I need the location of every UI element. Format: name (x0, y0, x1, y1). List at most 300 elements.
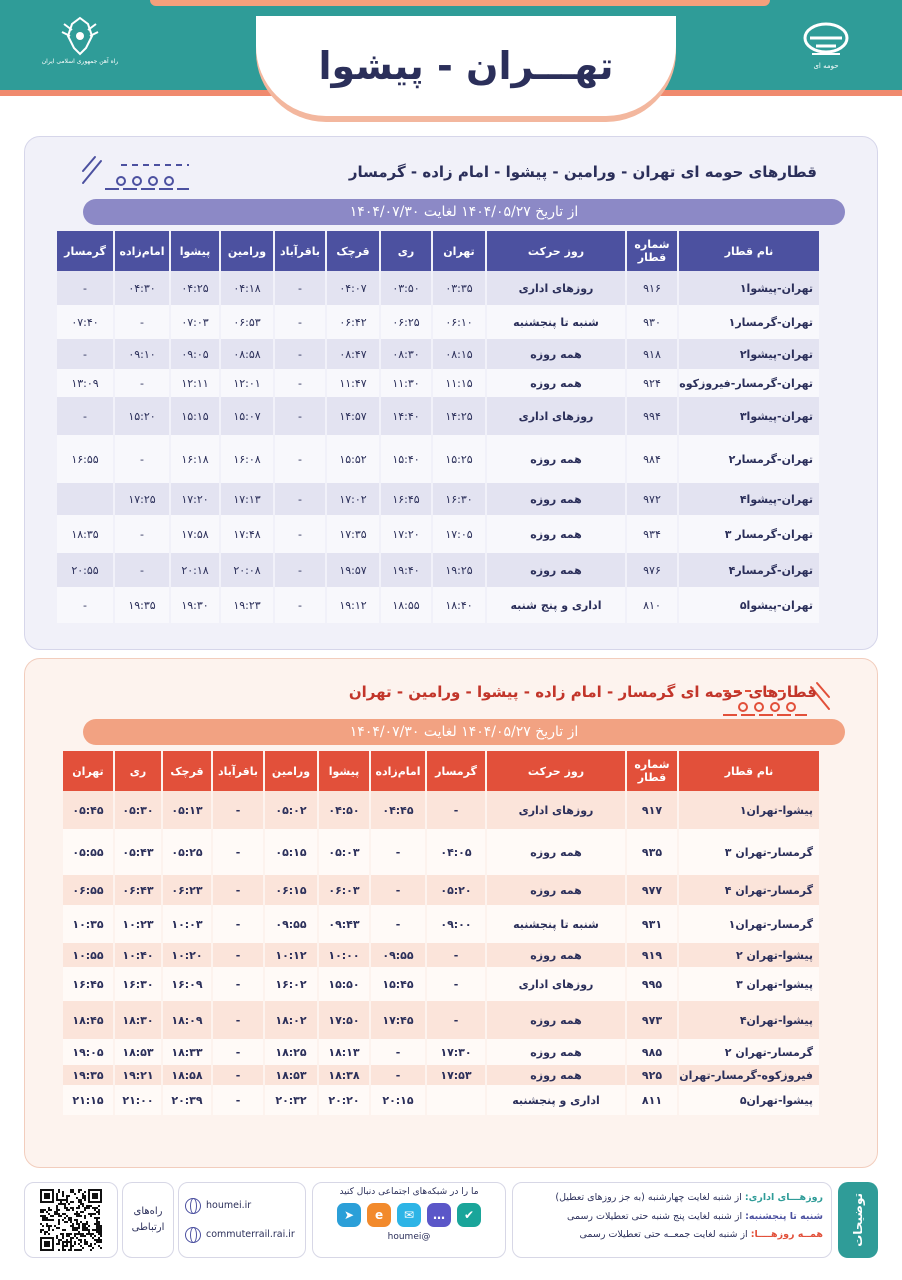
time-cell: ۰۸:۴۷ (327, 339, 379, 369)
section-title-return: قطارهای حومه ای گرمسار - امام زاده - پیشوا - ورامین - تهران (348, 683, 817, 701)
days-cell: اداری و پنجشنبه (487, 1085, 625, 1115)
globe-icon (185, 1227, 201, 1243)
time-cell: ۰۵:۰۳ (319, 829, 369, 875)
days-cell: همه روزه (487, 943, 625, 967)
time-cell: ۱۹:۳۵ (115, 587, 169, 623)
train-name-cell: پیشوا-تهران۱ (679, 791, 819, 829)
time-cell: ۱۸:۰۲ (265, 1001, 317, 1039)
column-header: گرمسار (427, 751, 485, 791)
time-cell: ۲۰:۱۵ (371, 1085, 425, 1115)
time-cell: - (371, 905, 425, 943)
time-cell: ۲۰:۱۸ (171, 553, 219, 587)
time-cell: - (213, 1065, 263, 1085)
table-row (63, 905, 819, 943)
time-cell: - (115, 553, 169, 587)
train-number-cell: ۹۷۷ (627, 875, 677, 905)
train-number-cell: ۹۱۶ (627, 271, 677, 305)
time-cell: - (213, 875, 263, 905)
train-number-cell: ۹۲۴ (627, 369, 677, 397)
time-cell: ۱۸:۳۸ (319, 1065, 369, 1085)
column-header: شماره قطار (627, 751, 677, 791)
train-number-cell: ۸۱۱ (627, 1085, 677, 1115)
train-name-cell: تهران-پیشوا۳ (679, 397, 819, 435)
days-cell: همه روزه (487, 1065, 625, 1085)
time-cell: ۱۹:۳۰ (171, 587, 219, 623)
table-row (63, 967, 819, 1001)
time-cell: - (213, 1039, 263, 1065)
title-plate (256, 16, 676, 116)
time-cell: ۰۶:۰۳ (319, 875, 369, 905)
time-cell: ۱۷:۱۳ (221, 483, 273, 515)
column-header: امام‌زاده (115, 231, 169, 271)
time-cell: - (427, 943, 485, 967)
time-cell: ۰۵:۵۵ (63, 829, 113, 875)
time-cell: ۱۷:۰۲ (327, 483, 379, 515)
time-cell: ۲۱:۰۰ (115, 1085, 161, 1115)
days-cell: همه روزه (487, 515, 625, 553)
time-cell: ۰۳:۳۵ (433, 271, 485, 305)
time-cell: ۰۶:۱۰ (433, 305, 485, 339)
time-cell: ۰۴:۳۰ (115, 271, 169, 305)
section-title-outbound: قطارهای حومه ای تهران - ورامین - پیشوا - امام زاده - گرمسار (348, 163, 817, 181)
time-cell: ۱۴:۲۵ (433, 397, 485, 435)
days-cell: روزهای اداری (487, 397, 625, 435)
links-box (178, 1182, 306, 1258)
time-cell: ۱۶:۴۵ (381, 483, 431, 515)
train-number-cell: ۹۷۶ (627, 553, 677, 587)
time-cell: ۰۹:۰۰ (427, 905, 485, 943)
train-number-cell: ۹۱۹ (627, 943, 677, 967)
time-cell: ۱۰:۳۵ (63, 905, 113, 943)
time-cell: ۱۸:۳۰ (115, 1001, 161, 1039)
train-name-cell: فیروزکوه-گرمسار-تهران (679, 1065, 819, 1085)
train-number-cell: ۸۱۰ (627, 587, 677, 623)
train-name-cell: پیشوا-تهران ۲ (679, 943, 819, 967)
time-cell: ۰۸:۱۵ (433, 339, 485, 369)
time-cell: - (371, 829, 425, 875)
time-cell: ۱۴:۵۷ (327, 397, 379, 435)
table-row (63, 875, 819, 905)
time-cell: ۱۹:۲۳ (221, 587, 273, 623)
time-cell: ۱۵:۵۰ (319, 967, 369, 1001)
column-header: نام قطار (679, 231, 819, 271)
time-cell: ۰۶:۱۵ (265, 875, 317, 905)
footer (24, 1180, 878, 1262)
time-cell: ۱۷:۲۰ (381, 515, 431, 553)
time-cell: ۱۸:۵۵ (381, 587, 431, 623)
time-cell: ۱۷:۰۵ (433, 515, 485, 553)
time-cell: ۲۰:۲۰ (319, 1085, 369, 1115)
days-cell: روزهای اداری (487, 967, 625, 1001)
table-row (63, 1085, 819, 1115)
table-row (57, 587, 819, 623)
train-name-cell: گرمسار-تهران ۴ (679, 875, 819, 905)
houmei-logo (794, 20, 858, 76)
date-range-return: از تاریخ ۱۴۰۴/۰۵/۲۷ لغایت ۱۴۰۴/۰۷/۳۰ (83, 719, 845, 745)
train-number-cell: ۹۳۵ (627, 829, 677, 875)
column-header: روز حرکت (487, 231, 625, 271)
train-number-cell: ۹۹۴ (627, 397, 677, 435)
table-row (57, 553, 819, 587)
notes-box (512, 1182, 832, 1258)
time-cell: ۱۵:۰۷ (221, 397, 273, 435)
days-cell: روزهای اداری (487, 271, 625, 305)
time-cell: ۱۷:۵۸ (171, 515, 219, 553)
social-box (312, 1182, 506, 1258)
train-name-cell: تهران-پیشوا۱ (679, 271, 819, 305)
train-name-cell: تهران-گرمسار ۳ (679, 515, 819, 553)
time-cell: ۱۷:۲۵ (115, 483, 169, 515)
time-cell: ۱۸:۳۵ (57, 515, 113, 553)
time-cell: - (213, 829, 263, 875)
rai-logo-caption: راه آهن جمهوری اسلامی ایران (41, 58, 119, 65)
time-cell: ۰۵:۴۵ (63, 791, 113, 829)
time-cell: ۰۹:۴۳ (319, 905, 369, 943)
time-cell: ۰۸:۵۸ (221, 339, 273, 369)
time-cell: - (427, 1001, 485, 1039)
message-icon[interactable]: ✉ (397, 1203, 421, 1227)
time-cell: - (275, 515, 325, 553)
column-header: روز حرکت (487, 751, 625, 791)
train-number-cell: ۹۳۰ (627, 305, 677, 339)
time-cell: ۰۵:۱۵ (265, 829, 317, 875)
days-cell: شنبه تا پنجشنبه (487, 905, 625, 943)
time-cell: ۱۵:۵۲ (327, 435, 379, 483)
time-cell: ۰۶:۲۳ (163, 875, 211, 905)
schedule-panel-return (24, 658, 878, 1168)
time-cell: - (57, 271, 113, 305)
time-cell: - (275, 305, 325, 339)
days-cell: همه روزه (487, 483, 625, 515)
column-header: پیشوا (319, 751, 369, 791)
train-name-cell: پیشوا-تهران ۳ (679, 967, 819, 1001)
column-header: ری (115, 751, 161, 791)
table-row (63, 1001, 819, 1039)
train-name-cell: تهران-گرمسار-فیروزکوه (679, 369, 819, 397)
train-name-cell: پیشوا-تهران۵ (679, 1085, 819, 1115)
column-header: باقرآباد (275, 231, 325, 271)
date-range-outbound: از تاریخ ۱۴۰۴/۰۵/۲۷ لغایت ۱۴۰۴/۰۷/۳۰ (83, 199, 845, 225)
column-header: ورامین (265, 751, 317, 791)
time-cell: ۱۶:۰۹ (163, 967, 211, 1001)
train-number-cell: ۹۳۱ (627, 905, 677, 943)
time-cell: ۰۹:۵۵ (265, 905, 317, 943)
time-cell: - (275, 369, 325, 397)
note-line (521, 1208, 823, 1227)
rai-logo (40, 14, 120, 78)
table-row (63, 1039, 819, 1065)
time-cell: ۱۳:۰۹ (57, 369, 113, 397)
time-cell: ۱۰:۰۰ (319, 943, 369, 967)
time-cell: ۰۹:۵۵ (371, 943, 425, 967)
time-cell: ۲۰:۰۸ (221, 553, 273, 587)
days-cell: شنبه تا پنجشنبه (487, 305, 625, 339)
time-cell: ۱۲:۰۱ (221, 369, 273, 397)
e-icon[interactable]: e (367, 1203, 391, 1227)
table-row (57, 397, 819, 435)
chat-icon[interactable]: … (427, 1203, 451, 1227)
time-cell: - (213, 905, 263, 943)
time-cell: ۱۸:۵۳ (265, 1065, 317, 1085)
note-line (521, 1226, 823, 1245)
table-row (57, 369, 819, 397)
time-cell: ۲۱:۱۵ (63, 1085, 113, 1115)
time-cell: ۱۷:۵۰ (319, 1001, 369, 1039)
days-cell: اداری و پنج شنبه (487, 587, 625, 623)
time-cell: ۰۵:۱۳ (163, 791, 211, 829)
time-cell: - (213, 1085, 263, 1115)
time-cell: ۱۶:۰۲ (265, 967, 317, 1001)
time-cell: ۱۸:۵۸ (163, 1065, 211, 1085)
note-line (521, 1189, 823, 1208)
time-cell: ۰۵:۲۰ (427, 875, 485, 905)
qr-code-icon[interactable] (40, 1189, 102, 1251)
days-cell: روزهای اداری (487, 791, 625, 829)
time-cell: - (275, 587, 325, 623)
time-cell: ۱۰:۲۳ (115, 905, 161, 943)
note-text: از شنبه لغایت پنج شنبه حتی تعطیلات رسمی (567, 1210, 746, 1222)
rai-emblem-icon (58, 14, 102, 58)
time-cell: ۲۰:۳۲ (265, 1085, 317, 1115)
time-cell: ۰۳:۵۰ (381, 271, 431, 305)
column-header: نام قطار (679, 751, 819, 791)
time-cell: ۱۰:۴۰ (115, 943, 161, 967)
time-cell: - (371, 1039, 425, 1065)
time-cell: ۰۴:۰۵ (427, 829, 485, 875)
days-cell: همه روزه (487, 369, 625, 397)
time-cell: - (57, 339, 113, 369)
train-logo-icon (802, 20, 850, 60)
time-cell: ۱۶:۳۰ (115, 967, 161, 1001)
time-cell: ۱۸:۴۵ (63, 1001, 113, 1039)
social-title: ما را در شبکه‌های اجتماعی دنبال کنید (339, 1187, 479, 1197)
train-name-cell: تهران-پیشوا۴ (679, 483, 819, 515)
time-cell: ۱۶:۵۵ (57, 435, 113, 483)
time-cell: ۱۸:۰۹ (163, 1001, 211, 1039)
column-header: باقرآباد (213, 751, 263, 791)
time-cell: ۱۹:۱۲ (327, 587, 379, 623)
column-header: پیشوا (171, 231, 219, 271)
time-cell: ۱۰:۱۲ (265, 943, 317, 967)
time-cell (427, 1085, 485, 1115)
train-number-cell: ۹۷۲ (627, 483, 677, 515)
time-cell: ۰۶:۵۵ (63, 875, 113, 905)
time-cell: - (57, 397, 113, 435)
time-cell: ۱۵:۴۰ (381, 435, 431, 483)
time-cell: - (275, 339, 325, 369)
column-header: گرمسار (57, 231, 113, 271)
train-number-cell: ۹۷۳ (627, 1001, 677, 1039)
houmei-logo-caption: حومه ای (813, 62, 839, 70)
train-number-cell: ۹۲۵ (627, 1065, 677, 1085)
timetable-return (72, 751, 821, 1115)
train-name-cell: گرمسار-تهران ۲ (679, 1039, 819, 1065)
time-cell: ۱۹:۰۵ (63, 1039, 113, 1065)
column-header: تهران (433, 231, 485, 271)
table-row (57, 435, 819, 483)
time-cell: ۰۵:۰۲ (265, 791, 317, 829)
time-cell: ۱۱:۳۰ (381, 369, 431, 397)
notes-label: توضیحات (851, 1193, 865, 1247)
time-cell: - (115, 435, 169, 483)
time-cell: ۱۵:۱۵ (171, 397, 219, 435)
time-cell: - (213, 1001, 263, 1039)
note-text: از شنبه لغایت جمعــه حتی تعطیلات رسمی (579, 1229, 751, 1241)
time-cell: ۱۸:۳۳ (163, 1039, 211, 1065)
time-cell: - (213, 967, 263, 1001)
table-row (57, 271, 819, 305)
time-cell: ۱۰:۲۰ (163, 943, 211, 967)
table-row (57, 515, 819, 553)
time-cell: - (115, 305, 169, 339)
track-decoration-icon (81, 151, 191, 195)
time-cell: ۲۰:۳۹ (163, 1085, 211, 1115)
time-cell: ۱۷:۳۵ (327, 515, 379, 553)
time-cell: ۰۴:۲۵ (171, 271, 219, 305)
time-cell: ۱۰:۵۵ (63, 943, 113, 967)
time-cell: ۱۵:۴۵ (371, 967, 425, 1001)
table-row (57, 305, 819, 339)
timetable-outbound (64, 231, 821, 623)
notes-tab (838, 1182, 878, 1258)
time-cell: ۱۷:۵۳ (427, 1065, 485, 1085)
time-cell: ۰۷:۴۰ (57, 305, 113, 339)
train-name-cell: گرمسار-تهران ۳ (679, 829, 819, 875)
days-cell: همه روزه (487, 1001, 625, 1039)
days-cell: همه روزه (487, 875, 625, 905)
time-cell: ۰۴:۰۷ (327, 271, 379, 305)
time-cell: ۱۸:۴۰ (433, 587, 485, 623)
time-cell: ۱۰:۰۳ (163, 905, 211, 943)
time-cell: ۰۴:۵۰ (319, 791, 369, 829)
social-handle[interactable]: @houmei (387, 1232, 431, 1242)
table-row (57, 339, 819, 369)
note-key: شنبه تا پنجشنبه: (745, 1210, 823, 1222)
time-cell: ۰۶:۲۵ (381, 305, 431, 339)
time-cell: ۰۶:۴۳ (115, 875, 161, 905)
column-header: امام‌زاده (371, 751, 425, 791)
time-cell: ۱۱:۱۵ (433, 369, 485, 397)
time-cell: ۱۹:۴۰ (381, 553, 431, 587)
time-cell: ۱۷:۴۸ (221, 515, 273, 553)
time-cell: ۱۹:۲۱ (115, 1065, 161, 1085)
time-cell: - (427, 967, 485, 1001)
column-header: ورامین (221, 231, 273, 271)
time-cell: - (213, 791, 263, 829)
telegram-icon[interactable]: ➤ (337, 1203, 361, 1227)
days-cell: همه روزه (487, 435, 625, 483)
time-cell: ۰۵:۴۳ (115, 829, 161, 875)
table-row (63, 943, 819, 967)
time-cell: - (275, 397, 325, 435)
train-name-cell: تهران-پیشوا۲ (679, 339, 819, 369)
train-name-cell: گرمسار-تهران۱ (679, 905, 819, 943)
time-cell: - (275, 271, 325, 305)
time-cell: ۱۵:۲۰ (115, 397, 169, 435)
commuterrail-link[interactable] (185, 1227, 299, 1243)
time-cell: ۱۶:۰۸ (221, 435, 273, 483)
time-cell: ۱۹:۲۵ (433, 553, 485, 587)
time-cell: ۱۷:۲۰ (171, 483, 219, 515)
time-cell: - (275, 483, 325, 515)
time-cell: ۲۰:۵۵ (57, 553, 113, 587)
table-row (63, 829, 819, 875)
time-cell: - (427, 791, 485, 829)
column-header: شماره قطار (627, 231, 677, 271)
website-link-text[interactable]: houmei.ir (206, 1200, 252, 1211)
time-cell: ۰۴:۴۵ (371, 791, 425, 829)
train-number-cell: ۹۸۴ (627, 435, 677, 483)
time-cell: ۱۱:۴۷ (327, 369, 379, 397)
time-cell: ۱۸:۵۳ (115, 1039, 161, 1065)
note-text: از شنبه لغایت چهارشنبه (به جز روزهای تعطیل) (555, 1192, 745, 1203)
time-cell: ۱۸:۲۵ (265, 1039, 317, 1065)
train-number-cell: ۹۱۷ (627, 791, 677, 829)
time-cell: - (275, 435, 325, 483)
days-cell: همه روزه (487, 1039, 625, 1065)
train-name-cell: تهران-پیشوا۵ (679, 587, 819, 623)
header-stripe (150, 0, 770, 6)
time-cell: ۱۶:۱۸ (171, 435, 219, 483)
column-header: تهران (63, 751, 113, 791)
time-cell (57, 483, 113, 515)
page-title: تهـــران - پیشوا (318, 44, 614, 88)
globe-icon (185, 1198, 201, 1214)
time-cell: ۱۴:۴۰ (381, 397, 431, 435)
train-name-cell: تهران-گرمسار۴ (679, 553, 819, 587)
time-cell: ۱۷:۴۵ (371, 1001, 425, 1039)
train-number-cell: ۹۳۴ (627, 515, 677, 553)
table-row (63, 791, 819, 829)
column-header: قرچک (163, 751, 211, 791)
table-row (57, 483, 819, 515)
time-cell: - (371, 875, 425, 905)
time-cell: ۰۴:۱۸ (221, 271, 273, 305)
column-header: قرچک (327, 231, 379, 271)
check-icon[interactable]: ✔ (457, 1203, 481, 1227)
time-cell: - (213, 943, 263, 967)
commuterrail-link-text[interactable]: commuterrail.rai.ir (206, 1229, 295, 1240)
social-icons (337, 1203, 481, 1227)
time-cell: ۱۹:۳۵ (63, 1065, 113, 1085)
train-number-cell: ۹۹۵ (627, 967, 677, 1001)
time-cell: ۱۶:۳۰ (433, 483, 485, 515)
train-name-cell: پیشوا-تهران۴ (679, 1001, 819, 1039)
time-cell: ۰۷:۰۳ (171, 305, 219, 339)
time-cell: ۱۷:۳۰ (427, 1039, 485, 1065)
contact-label: راه‌های ارتباطی (122, 1182, 174, 1258)
time-cell: ۰۹:۰۵ (171, 339, 219, 369)
qr-box (24, 1182, 118, 1258)
note-key: روزهـــای اداری: (744, 1192, 823, 1203)
website-link[interactable] (185, 1198, 299, 1214)
time-cell: ۱۲:۱۱ (171, 369, 219, 397)
time-cell: ۱۸:۱۳ (319, 1039, 369, 1065)
time-cell: - (115, 369, 169, 397)
note-key: همــه روزهــــا: (750, 1229, 823, 1241)
time-cell: ۱۵:۲۵ (433, 435, 485, 483)
time-cell: - (57, 587, 113, 623)
train-number-cell: ۹۱۸ (627, 339, 677, 369)
column-header: ری (381, 231, 431, 271)
table-row (63, 1065, 819, 1085)
time-cell: ۰۵:۲۵ (163, 829, 211, 875)
time-cell: ۰۵:۳۰ (115, 791, 161, 829)
train-name-cell: تهران-گرمسار۱ (679, 305, 819, 339)
time-cell: - (115, 515, 169, 553)
time-cell: ۰۶:۵۳ (221, 305, 273, 339)
time-cell: - (371, 1065, 425, 1085)
